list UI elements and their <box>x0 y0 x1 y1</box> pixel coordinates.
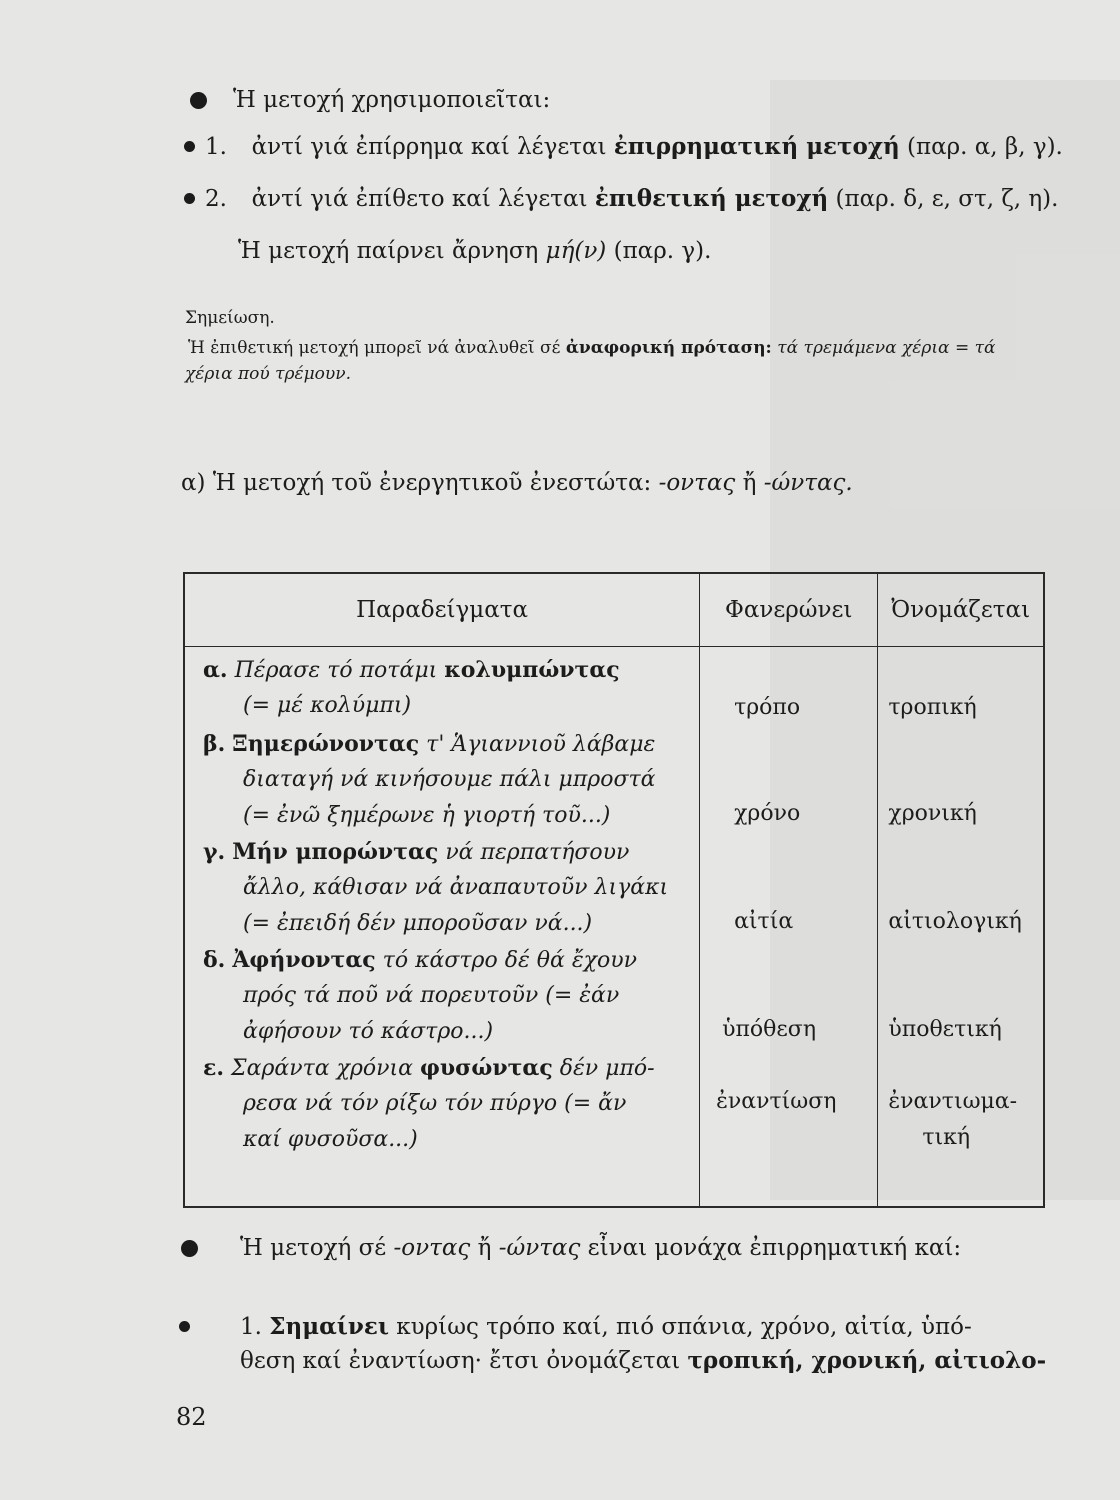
note-line-2: χέρια πού τρέμουν. <box>185 364 351 384</box>
name-cell <box>878 647 1044 1208</box>
bullet-icon <box>190 92 207 109</box>
bullet-icon <box>184 193 195 204</box>
example-d-line-2: πρός τά ποῦ νά πορευτοῦν (= ἐάν <box>243 983 620 1008</box>
shows-e: ἐναντίωση <box>716 1089 837 1114</box>
intro-item-1: 1. ἀντί γιά ἐπίρρημα καί λέγεται ἐπιρρηματική μετοχή (παρ. α, β, γ). <box>205 133 1063 160</box>
examples-table <box>183 572 1045 1208</box>
intro-item-2: 2. ἀντί γιά ἐπίθετο καί λέγεται ἐπιθετική μετοχή (παρ. δ, ε, στ, ζ, η). <box>205 185 1059 212</box>
section-a-heading: α) Ἡ μετοχή τοῦ ἐνεργητικοῦ ἐνεστώτα: -οντας ἤ -ώντας. <box>181 470 853 496</box>
table-header-row <box>184 573 1044 647</box>
example-c-line-2: ἄλλο, κάθισαν νά ἀναπαυτοῦν λιγάκι <box>243 875 669 900</box>
example-c-line-3: (= ἐπειδή δέν μποροῦσαν νά...) <box>243 911 593 936</box>
bullet-icon <box>179 1321 190 1332</box>
bullet-icon <box>184 141 195 152</box>
table-body-row <box>184 647 1044 1208</box>
shows-a: τρόπο <box>734 695 801 720</box>
example-d-line-3: ἀφήσουν τό κάστρο...) <box>243 1019 494 1044</box>
example-b-line-2: διαταγή νά κινήσουμε πάλι μπροστά <box>243 767 656 792</box>
name-c: αἰτιολογική <box>888 909 1022 934</box>
after-item-1-line-2: θεση καί ἐναντίωση· ἔτσι ὀνομάζεται τροπική, χρονική, αἰτιολο- <box>240 1347 1047 1374</box>
name-d: ὑποθετική <box>888 1017 1002 1042</box>
example-b-line-3: (= ἐνῶ ξημέρωνε ἡ γιορτή τοῦ...) <box>243 803 611 828</box>
shows-b: χρόνο <box>734 801 801 826</box>
name-e-2: τική <box>922 1125 971 1150</box>
name-e-1: ἐναντιωμα- <box>888 1089 1018 1114</box>
example-e-line-3: καί φυσοῦσα...) <box>243 1127 418 1152</box>
after-line: Ἡ μετοχή σέ -οντας ἤ -ώντας εἶναι μονάχα ἐπιρρηματική καί: <box>240 1235 962 1261</box>
name-a: τροπική <box>888 695 977 720</box>
example-b-line-1: β. Ξημερώνοντας τ' Ἁγιαννιοῦ λάβαμε <box>203 731 656 757</box>
name-b: χρονική <box>888 801 977 826</box>
page-number: 82 <box>176 1403 207 1431</box>
shows-d: ὑπόθεση <box>722 1017 816 1042</box>
header-examples: Παραδείγματα <box>184 573 700 647</box>
header-shows: Φανερώνει <box>700 573 878 647</box>
after-item-1-line-1: 1. Σημαίνει κυρίως τρόπο καί, πιό σπάνια, χρόνο, αἰτία, ὑπό- <box>240 1313 972 1340</box>
header-name: Ὀνομάζεται <box>878 573 1044 647</box>
intro-heading: Ἡ μετοχή χρησιμοποιεῖται: <box>233 87 551 113</box>
example-e-line-2: ρεσα νά τόν ρίξω τόν πύργο (= ἄν <box>243 1091 627 1116</box>
example-d-line-1: δ. Ἀφήνοντας τό κάστρο δέ θά ἔχουν <box>203 947 637 973</box>
examples-cell <box>184 647 700 1208</box>
example-a-line-1: α. Πέρασε τό ποτάμι κολυμπώντας <box>203 657 620 683</box>
bullet-icon <box>181 1240 198 1257</box>
example-e-line-1: ε. Σαράντα χρόνια φυσώντας δέν μπό- <box>203 1055 655 1081</box>
shows-c: αἰτία <box>734 909 794 934</box>
note-line-1: Ἡ ἐπιθετική μετοχή μπορεῖ νά ἀναλυθεῖ σέ ἀναφορική πρόταση: τά τρεμάμενα χέρια = τά <box>188 338 996 358</box>
example-a-line-2: (= μέ κολύμπι) <box>243 693 412 718</box>
note-title: Σημείωση. <box>185 308 275 328</box>
example-c-line-1: γ. Μήν μπορώντας νά περπατήσουν <box>203 839 630 865</box>
shows-cell <box>700 647 878 1208</box>
negation-line: Ἡ μετοχή παίρνει ἄρνηση μή(ν) (παρ. γ). <box>238 238 712 264</box>
